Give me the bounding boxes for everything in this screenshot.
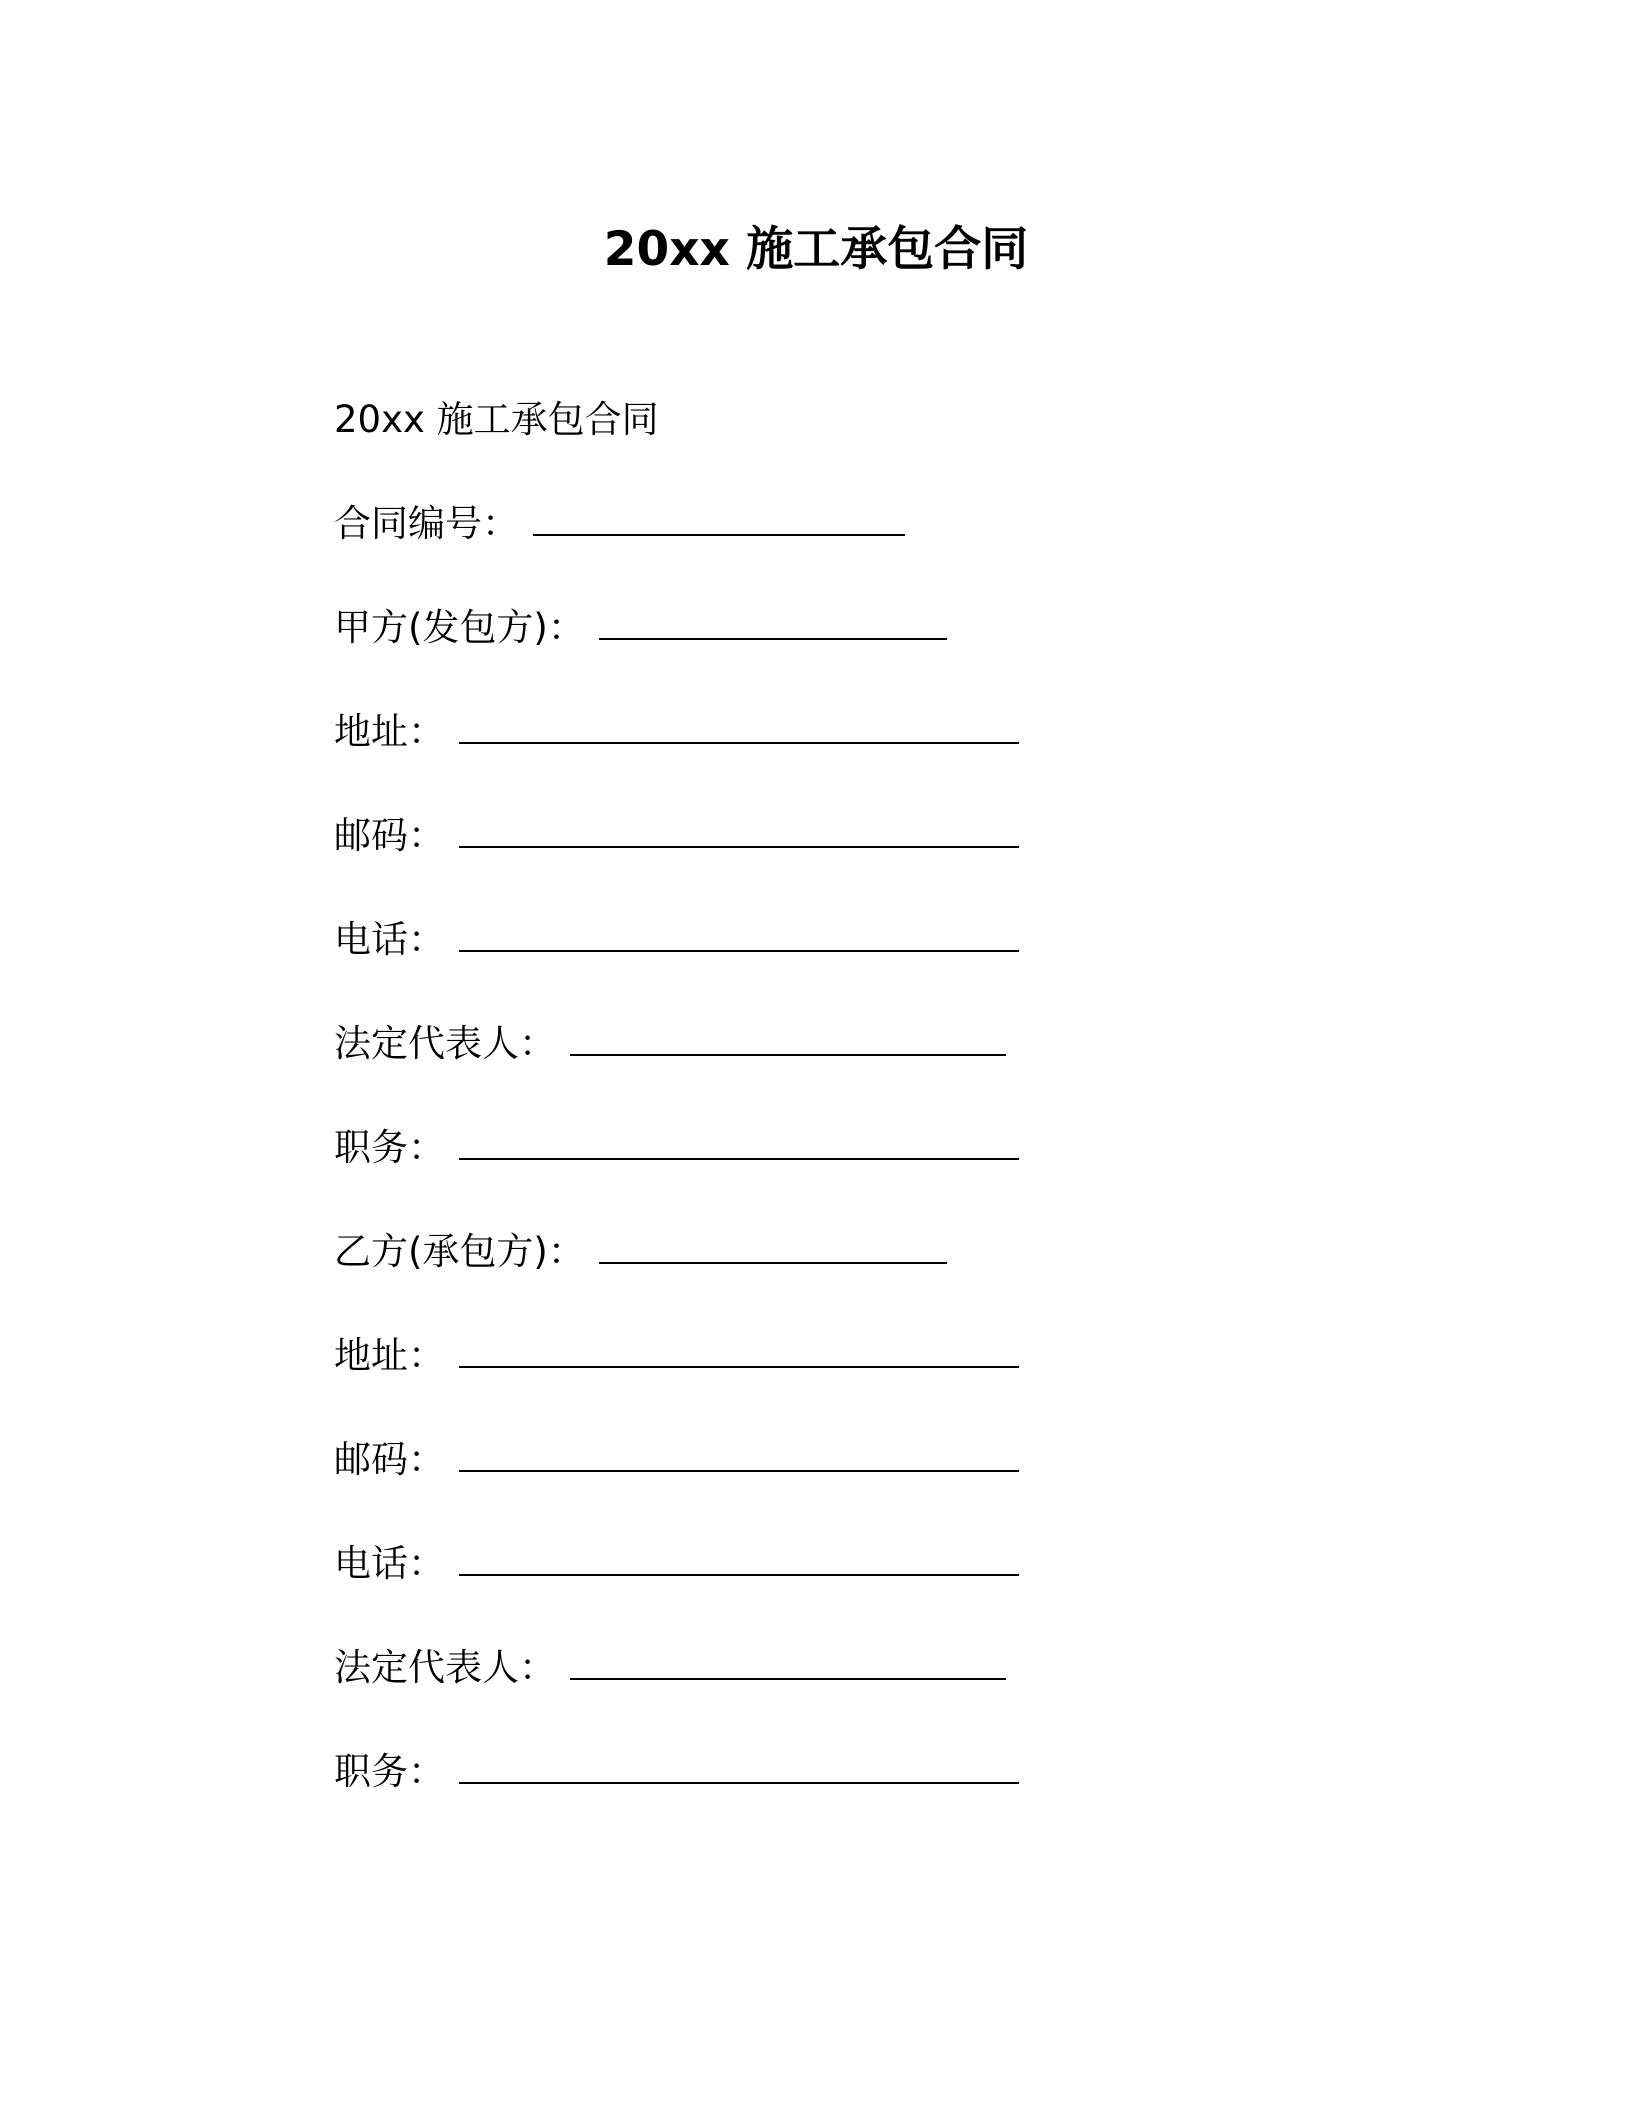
party-a-representative-label: 法定代表人： xyxy=(334,1022,556,1065)
party-a-phone-label: 电话： xyxy=(334,918,445,961)
party-a-field xyxy=(334,598,1094,702)
contract-number-label: 合同编号： xyxy=(334,502,519,545)
party-b-representative-field xyxy=(334,1638,1094,1742)
party-a-postcode-label: 邮码： xyxy=(334,814,445,857)
party-b-blank[interactable] xyxy=(599,1224,947,1264)
party-a-address-blank[interactable] xyxy=(459,704,1019,744)
subtitle: 20xx 施工承包合同 xyxy=(334,398,659,441)
party-a-postcode-blank[interactable] xyxy=(459,808,1019,848)
party-b-postcode-label: 邮码： xyxy=(334,1438,445,1481)
party-b-position-label: 职务： xyxy=(334,1750,445,1793)
party-a-postcode-field xyxy=(334,806,1094,910)
party-a-label: 甲方(发包方)： xyxy=(334,606,585,649)
party-b-address-field xyxy=(334,1326,1094,1430)
party-a-address-label: 地址： xyxy=(334,710,445,753)
subtitle-line xyxy=(334,390,1094,494)
party-b-postcode-blank[interactable] xyxy=(459,1432,1019,1472)
document-title: 20xx 施工承包合同 xyxy=(603,222,1029,277)
party-b-address-blank[interactable] xyxy=(459,1328,1019,1368)
party-b-position-blank[interactable] xyxy=(459,1744,1019,1784)
party-b-representative-blank[interactable] xyxy=(570,1640,1006,1680)
party-a-representative-field xyxy=(334,1014,1094,1118)
party-b-phone-label: 电话： xyxy=(334,1542,445,1585)
party-a-address-field xyxy=(334,702,1094,806)
contract-number-blank[interactable] xyxy=(533,496,905,536)
party-a-phone-field xyxy=(334,910,1094,1014)
party-b-postcode-field xyxy=(334,1430,1094,1534)
party-b-field xyxy=(334,1222,1094,1326)
party-b-representative-label: 法定代表人： xyxy=(334,1646,556,1689)
party-b-label: 乙方(承包方)： xyxy=(334,1230,585,1273)
party-a-blank[interactable] xyxy=(599,600,947,640)
contract-form xyxy=(334,390,1094,1846)
party-a-phone-blank[interactable] xyxy=(459,912,1019,952)
party-a-position-label: 职务： xyxy=(334,1126,445,1169)
party-a-representative-blank[interactable] xyxy=(570,1016,1006,1056)
party-b-address-label: 地址： xyxy=(334,1334,445,1377)
party-b-phone-field xyxy=(334,1534,1094,1638)
party-a-position-blank[interactable] xyxy=(459,1120,1019,1160)
party-a-position-field xyxy=(334,1118,1094,1222)
contract-number-field xyxy=(334,494,1094,598)
party-b-position-field xyxy=(334,1742,1094,1846)
party-b-phone-blank[interactable] xyxy=(459,1536,1019,1576)
